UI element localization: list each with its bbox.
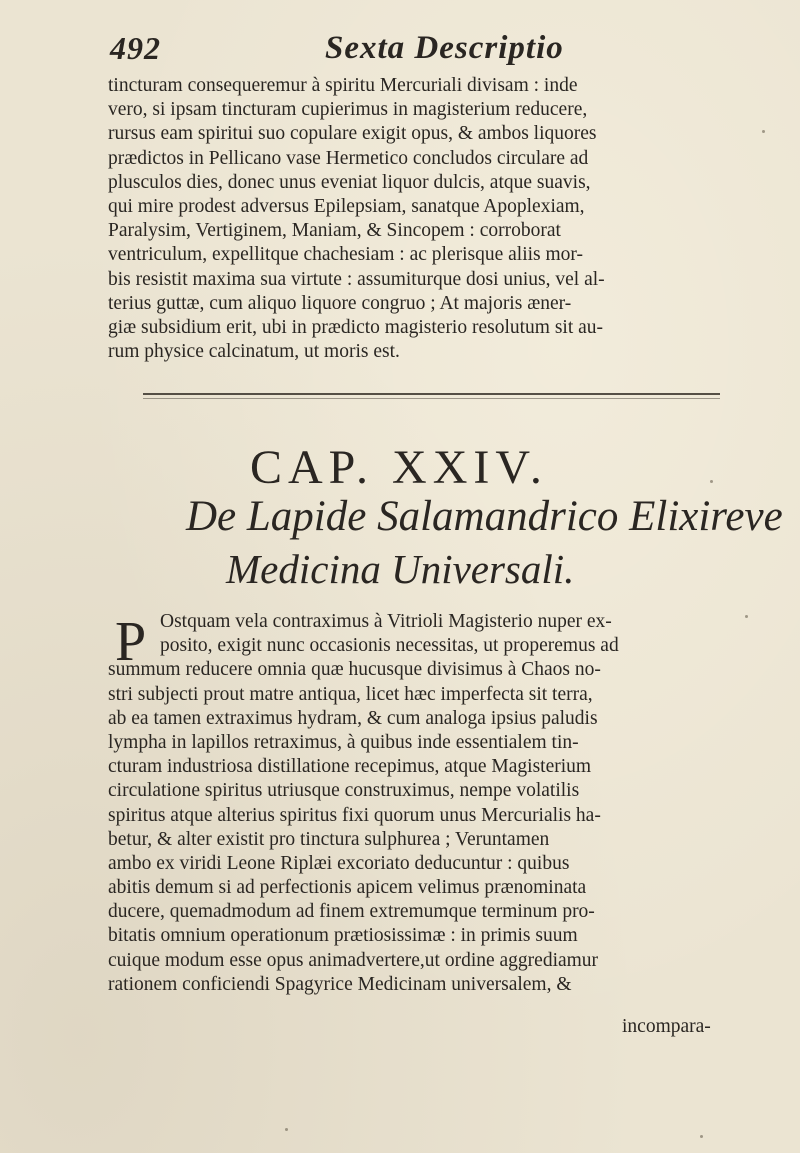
text-line: ducere, quemadmodum ad finem extremumque terminum pro- — [108, 901, 595, 923]
text-line: posito, exigit nunc occasionis necessitas, ut properemus ad — [160, 635, 619, 657]
text-line: tincturam consequeremur à spiritu Mercuriali divisam : inde — [108, 75, 578, 96]
paper-speck — [285, 1128, 288, 1131]
text-line: Paralysim, Vertiginem, Maniam, & Sincopem : corroborat — [108, 220, 561, 242]
text-line: lympha in lapillos retraximus, à quibus inde essentialem tin- — [108, 731, 579, 753]
text-line: rationem conficiendi Spagyrice Medicinam universalem, & — [108, 973, 572, 995]
text-line: terius guttæ, cum aliquo liquore congruo ; At majoris æner- — [108, 292, 572, 314]
text-line: cuique modum esse opus animadvertere,ut ordine aggrediamur — [108, 949, 599, 971]
chapter-title-line2: Medicina Universali. — [226, 546, 575, 592]
paper-speck — [710, 480, 713, 483]
text-line: circulatione spiritus utriusque construximus, nempe volatilis — [108, 780, 580, 802]
paper-speck — [745, 615, 748, 618]
text-line: qui mire prodest adversus Epilepsiam, sanatque Apoplexiam, — [108, 195, 585, 217]
text-line: Ostquam vela contraximus à Vitrioli Magisterio nuper ex- — [160, 611, 612, 632]
paragraph-chapter-opening — [108, 610, 720, 997]
text-line: vero, si ipsam tincturam cupierimus in magisterium reducere, — [108, 99, 588, 121]
text-line: bitatis omnium operationum prætiosissimæ : in primis suum — [108, 925, 578, 947]
text-line: betur, & alter existit pro tinctura sulphurea ; Veruntamen — [108, 828, 550, 850]
text-line: giæ subsidium erit, ubi in prædicto magisterio resolutum sit au- — [108, 316, 604, 338]
section-divider-thin — [143, 398, 720, 399]
paper-speck — [762, 130, 765, 133]
text-line: ab ea tamen extraximus hydram, & cum analoga ipsius paludis — [108, 707, 598, 729]
paper-speck — [700, 1135, 703, 1138]
text-line: abitis demum si ad perfectionis apicem velimus prænominata — [108, 877, 587, 899]
text-line: spiritus atque alterius spiritus fixi quorum unus Mercurialis ha- — [108, 804, 601, 826]
catchword: incompara- — [622, 1016, 711, 1037]
text-line: summum reducere omnia quæ hucusque divisimus à Chaos no- — [108, 659, 601, 681]
text-line: cturam industriosa distillatione recepimus, atque Magisterium — [108, 756, 592, 778]
text-line: prædictos in Pellicano vase Hermetico concludos circulare ad — [108, 147, 589, 169]
text-line: rursus eam spiritui suo copulare exigit opus, & ambos liquores — [108, 123, 597, 145]
text-line: stri subjecti prout matre antiqua, licet hæc imperfecta sit terra, — [108, 683, 593, 705]
section-divider — [143, 393, 720, 395]
running-title: Sexta Descriptio — [325, 30, 564, 66]
drop-cap: P — [115, 611, 147, 673]
text-line: plusculos dies, donec unus eveniat liquor dulcis, atque suavis, — [108, 171, 591, 193]
chapter-title-line1: De Lapide Salamandrico Elixireve — [186, 493, 783, 540]
chapter-heading: CAP. XXIV. — [250, 441, 548, 494]
page-number: 492 — [110, 30, 161, 66]
text-line: rum physice calcinatum, ut moris est. — [108, 341, 400, 363]
paragraph-continued — [108, 74, 720, 364]
text-line: ventriculum, expellitque chachesiam : ac plerisque aliis mor- — [108, 244, 584, 266]
text-line: bis resistit maxima sua virtute : assumiturque dosi unius, vel al- — [108, 268, 605, 290]
text-line: ambo ex viridi Leone Riplæi excoriato deducuntur : quibus — [108, 852, 570, 874]
